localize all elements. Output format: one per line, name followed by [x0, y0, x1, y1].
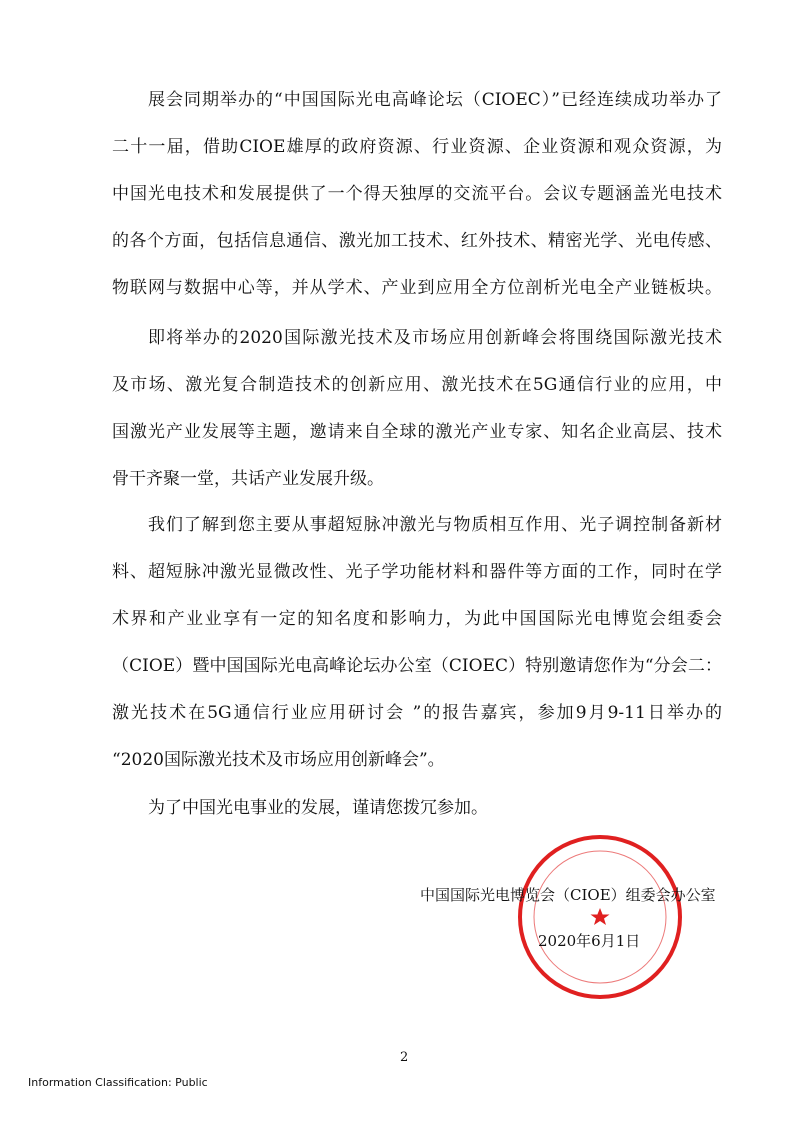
text-line: 激光技术在5G通信行业应用研讨会 ”的报告嘉宾，参加9月9-11日举办的	[112, 703, 722, 723]
text-line: 及市场、激光复合制造技术的创新应用、激光技术在5G通信行业的应用，中	[112, 375, 722, 395]
text-line: （CIOE）暨中国国际光电高峰论坛办公室（CIOEC）特别邀请您作为“分会二：	[112, 656, 722, 676]
text-line: 为了中国光电事业的发展，谨请您拨冗参加。	[148, 798, 488, 818]
signature: 中国国际光电博览会（CIOE）组委会办公室	[420, 886, 716, 904]
text-line: 展会同期举办的“中国国际光电高峰论坛（CIOEC）”已经连续成功举办了	[148, 90, 722, 110]
star-icon	[591, 908, 610, 925]
page-number: 2	[400, 1050, 409, 1065]
text-line: “2020国际激光技术及市场应用创新峰会”。	[112, 750, 445, 770]
text-line: 中国光电技术和发展提供了一个得天独厚的交流平台。会议专题涵盖光电技术	[112, 184, 722, 204]
text-line: 二十一届，借助CIOE雄厚的政府资源、行业资源、企业资源和观众资源，为	[112, 137, 722, 157]
text-line: 料、超短脉冲激光显微改性、光子学功能材料和器件等方面的工作，同时在学	[112, 562, 722, 582]
text-line: 骨干齐聚一堂，共话产业发展升级。	[112, 469, 384, 489]
official-seal-stamp	[515, 832, 685, 1002]
text-line: 的各个方面，包括信息通信、激光加工技术、红外技术、精密光学、光电传感、	[112, 231, 722, 251]
footer-classification: Information Classification: Public	[28, 1076, 208, 1089]
date: 2020年6月1日	[538, 932, 641, 950]
text-line: 物联网与数据中心等，并从学术、产业到应用全方位剖析光电全产业链板块。	[112, 278, 722, 298]
text-line: 术界和产业业享有一定的知名度和影响力，为此中国国际光电博览会组委会	[112, 609, 722, 629]
text-line: 我们了解到您主要从事超短脉冲激光与物质相互作用、光子调控制备新材	[148, 515, 722, 535]
text-line: 即将举办的2020国际激光技术及市场应用创新峰会将围绕国际激光技术	[148, 328, 722, 348]
text-line: 国激光产业发展等主题，邀请来自全球的激光产业专家、知名企业高层、技术	[112, 422, 722, 442]
